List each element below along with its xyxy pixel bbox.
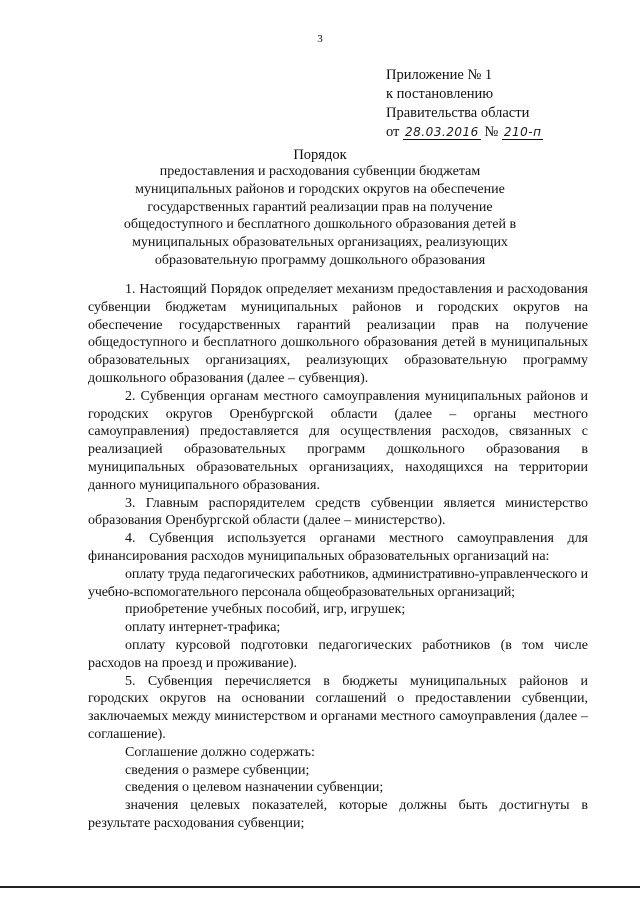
- appendix-line-3: Правительства области: [386, 105, 530, 121]
- agreement-item-purpose: сведения о целевом назначении субвенции;: [125, 780, 384, 796]
- list-item-training: оплату курсовой подготовки педагогических работников (в том числе расходов на проезд и проживание).: [88, 637, 588, 671]
- agreement-item-targets: значения целевых показателей, которые должны быть достигнуты в результате расходования субвенции;: [88, 798, 588, 831]
- number-sign: №: [484, 124, 499, 140]
- list-item-textbooks: приобретение учебных пособий, игр, игрушек;: [125, 602, 406, 618]
- document-subtitle: предоставления и расходования субвенции бюджетам муниципальных районов и городских округов на обеспечение государственных гарантий реализации прав на получение общедоступного и бесплатного дошкольного образования детей в муниципальных образовательных организациях, реализующих образовательную программу дошкольного образования: [123, 164, 517, 268]
- appendix-date-line: [386, 123, 543, 142]
- appendix-block: [386, 66, 543, 142]
- agreement-heading: Соглашение должно содержать:: [125, 744, 315, 760]
- paragraph-3: 3. Главным распорядителем средств субвенции является министерство образования Оренбургской области (далее – министерство).: [88, 495, 588, 529]
- page-bottom-edge: [0, 886, 640, 888]
- document-body: [88, 281, 588, 833]
- handwritten-date: 28.03.2016: [405, 125, 479, 139]
- paragraph-4: 4. Субвенция используется органами местного самоуправления для финансирования расходов муниципальных образовательных организаций на:: [88, 531, 588, 564]
- date-prefix: от: [386, 124, 400, 140]
- paragraph-1: 1. Настоящий Порядок определяет механизм предоставления и расходования субвенции бюджетам муниципальных районов и городских округов на обеспечение государственных гарантий реализации прав на получение общедоступного и бесплатного дошкольного образования детей в муниципальных образовательных организациях, реализующих образовательную программу дошкольного образования (далее – субвенция).: [88, 282, 588, 386]
- agreement-item-amount: сведения о размере субвенции;: [125, 762, 310, 778]
- paragraph-2: 2. Субвенция органам местного самоуправления муниципальных районов и городских округов Оренбургской области (далее – органы местного самоуправления) предоставляется для осуществления расходов, связанных с реализацией образовательных программ дошкольного образования в муниципальных образовательных организациях, находящихся на территории данного муниципального образования.: [88, 388, 588, 493]
- page-number: 3: [317, 33, 323, 45]
- handwritten-number: 210-п: [503, 125, 542, 139]
- list-item-internet: оплату интернет-трафика;: [125, 620, 281, 636]
- appendix-line-1: Приложение № 1: [386, 67, 493, 83]
- list-item-salary: оплату труда педагогических работников, административно-управленческого и учебно-вспомогательного персонала общеобразовательных организаций;: [88, 566, 588, 600]
- document-title: Порядок: [293, 147, 347, 163]
- appendix-line-2: к постановлению: [386, 86, 494, 102]
- paragraph-5: 5. Субвенция перечисляется в бюджеты муниципальных районов и городских округов на основании соглашений о предоставлении субвенции, заключаемых между министерством и органами местного самоуправления (далее – соглашение).: [88, 673, 588, 742]
